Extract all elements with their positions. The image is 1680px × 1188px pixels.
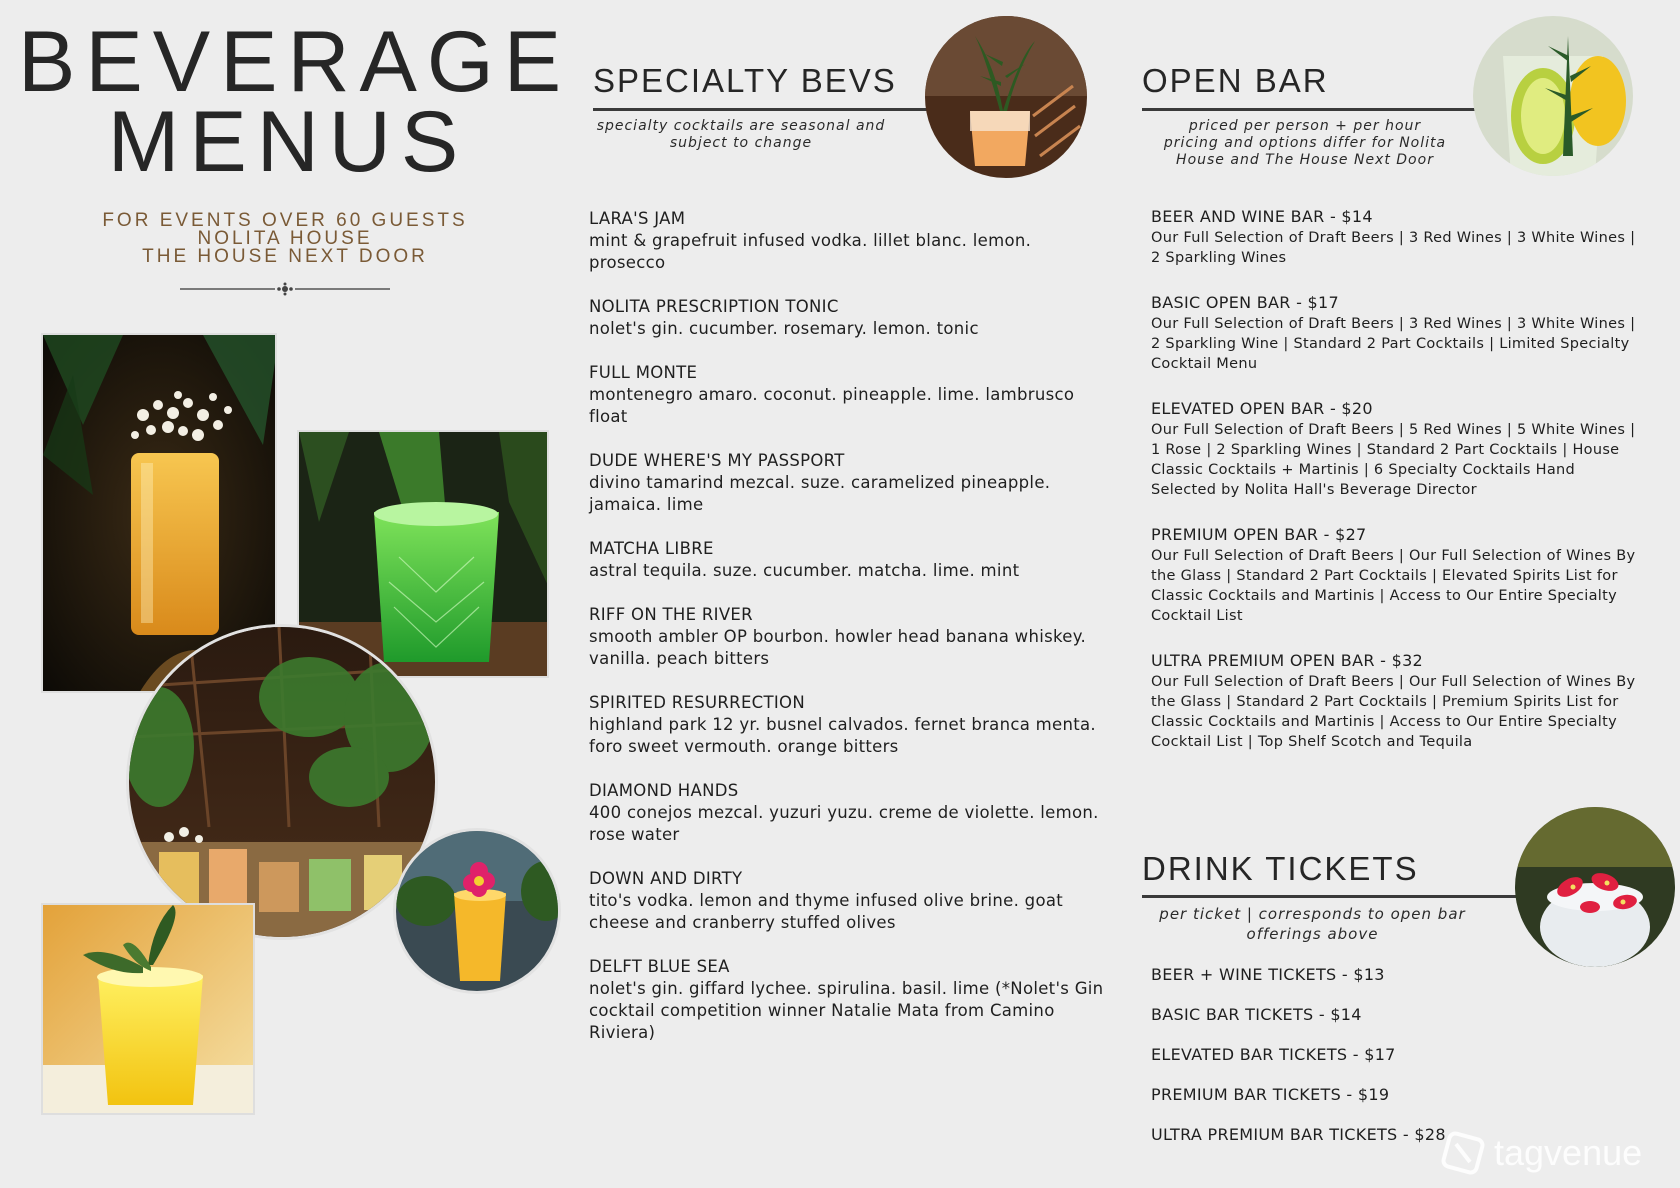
open-bar-item xyxy=(1151,650,1641,752)
specialty-item-name: MATCHA LIBRE xyxy=(589,539,714,558)
subtitle-line-2: NOLITA HOUSE xyxy=(197,228,373,249)
specialty-list xyxy=(589,208,1109,1066)
open-bar-item-name: BASIC OPEN BAR - $17 xyxy=(1151,293,1339,312)
drink-ticket-item: BASIC BAR TICKETS - $14 xyxy=(1151,1005,1362,1024)
drink-ticket-item: BEER + WINE TICKETS - $13 xyxy=(1151,965,1385,984)
open-bar-item-name: BEER AND WINE BAR - $14 xyxy=(1151,207,1373,226)
specialty-item-name: NOLITA PRESCRIPTION TONIC xyxy=(589,297,839,316)
cocktail-photo-yellow xyxy=(41,903,255,1115)
title-line-1: BEVERAGE xyxy=(18,14,572,110)
specialty-item-desc: smooth ambler OP bourbon. howler head banana whiskey. vanilla. peach bitters xyxy=(589,627,1086,668)
tagvenue-logo-icon xyxy=(1440,1130,1486,1176)
specialty-item-name: SPIRITED RESURRECTION xyxy=(589,693,805,712)
specialty-item-desc: mint & grapefruit infused vodka. lillet blanc. lemon. prosecco xyxy=(589,231,1032,272)
tagvenue-watermark xyxy=(1440,1128,1670,1178)
open-bar-item xyxy=(1151,524,1641,626)
open-bar-item-name: ELEVATED OPEN BAR - $20 xyxy=(1151,399,1373,418)
specialty-item-desc: 400 conejos mezcal. yuzuri yuzu. creme de violette. lemon. rose water xyxy=(589,803,1099,844)
specialty-header-photo xyxy=(925,16,1087,178)
specialty-item-desc: tito's vodka. lemon and thyme infused olive brine. goat cheese and cranberry stuffed olives xyxy=(589,891,1064,932)
specialty-item xyxy=(589,780,1109,846)
venue-interior-photo xyxy=(126,624,438,940)
open-bar-item-desc: Our Full Selection of Draft Beers | Our Full Selection of Wines By the Glass | Standard 2 Part Cocktails | Elevated Spirits List for Classic Cocktails and Martinis | Access to Our Entire Specialty Cocktail List xyxy=(1151,548,1636,624)
specialty-item-desc: nolet's gin. cucumber. rosemary. lemon. tonic xyxy=(589,319,979,338)
open-bar-item xyxy=(1151,206,1641,268)
drink-tickets-title: DRINK TICKETS xyxy=(1142,850,1419,887)
subtitle-line-1: FOR EVENTS OVER 60 GUESTS xyxy=(102,210,468,231)
open-bar-header-photo xyxy=(1473,16,1633,176)
title-line-2: MENUS xyxy=(107,94,469,190)
specialty-title: SPECIALTY BEVS xyxy=(593,62,897,99)
open-bar-note: priced per person + per hour pricing and options differ for Nolita House and The House Next Door xyxy=(1163,118,1447,168)
specialty-item xyxy=(589,868,1109,934)
specialty-item xyxy=(589,538,1109,582)
specialty-item xyxy=(589,604,1109,670)
drink-ticket-item: PREMIUM BAR TICKETS - $19 xyxy=(1151,1085,1390,1104)
open-bar-item-desc: Our Full Selection of Draft Beers | Our Full Selection of Wines By the Glass | Standard 2 Part Cocktails | Premium Spirits List for Classic Cocktails and Martinis | Access to Our Entire Specialty Cocktail List | Top Shelf Scotch and Tequila xyxy=(1151,674,1636,750)
drink-tickets-header-photo xyxy=(1515,807,1675,967)
cocktail-photo-flower-circle xyxy=(393,828,561,994)
specialty-item xyxy=(589,692,1109,758)
open-bar-item-desc: Our Full Selection of Draft Beers | 5 Red Wines | 5 White Wines | 1 Rose | 2 Sparkling Wines | Standard 2 Part Cocktails | House Classic Cocktails + Martinis | 6 Specialty Cocktails Hand Selected by Nolita Hall's Beverage Director xyxy=(1151,422,1636,498)
specialty-item-name: DELFT BLUE SEA xyxy=(589,957,730,976)
open-bar-rule xyxy=(1142,108,1480,111)
specialty-item-name: DIAMOND HANDS xyxy=(589,781,739,800)
drink-tickets-note: per ticket | corresponds to open bar offerings above xyxy=(1159,905,1466,943)
specialty-item xyxy=(589,208,1109,274)
specialty-item-desc: highland park 12 yr. busnel calvados. fernet branca menta. foro sweet vermouth. orange bitters xyxy=(589,715,1096,756)
specialty-item-desc: divino tamarind mezcal. suze. caramelized pineapple. jamaica. lime xyxy=(589,473,1051,514)
open-bar-item-name: PREMIUM OPEN BAR - $27 xyxy=(1151,525,1367,544)
ornament-divider-icon xyxy=(180,282,390,296)
watermark-text: tagvenue xyxy=(1494,1132,1643,1173)
specialty-note: specialty cocktails are seasonal and subject to change xyxy=(596,118,886,151)
specialty-item-name: DOWN AND DIRTY xyxy=(589,869,743,888)
drink-tickets-rule xyxy=(1142,895,1522,898)
specialty-item-desc: nolet's gin. giffard lychee. spirulina. basil. lime (*Nolet's Gin cocktail competition winner Natalie Mata from Camino Riviera) xyxy=(589,979,1104,1042)
specialty-item-desc: montenegro amaro. coconut. pineapple. lime. lambrusco float xyxy=(589,385,1075,426)
specialty-item xyxy=(589,362,1109,428)
open-bar-item xyxy=(1151,398,1641,500)
subtitle-line-3: THE HOUSE NEXT DOOR xyxy=(142,246,428,267)
open-bar-item-desc: Our Full Selection of Draft Beers | 3 Red Wines | 3 White Wines | 2 Sparkling Wine | Standard 2 Part Cocktails | Limited Specialty Cocktail Menu xyxy=(1151,316,1636,372)
specialty-item xyxy=(589,296,1109,340)
drink-ticket-item: ELEVATED BAR TICKETS - $17 xyxy=(1151,1045,1396,1064)
specialty-item-name: LARA'S JAM xyxy=(589,209,686,228)
specialty-item xyxy=(589,956,1109,1044)
open-bar-item-name: ULTRA PREMIUM OPEN BAR - $32 xyxy=(1151,651,1424,670)
specialty-item-desc: astral tequila. suze. cucumber. matcha. lime. mint xyxy=(589,561,1020,580)
subtitle xyxy=(60,212,510,266)
drink-ticket-item: ULTRA PREMIUM BAR TICKETS - $28 xyxy=(1151,1125,1446,1144)
open-bar-list xyxy=(1151,206,1641,776)
open-bar-item-desc: Our Full Selection of Draft Beers | 3 Red Wines | 3 White Wines | 2 Sparkling Wines xyxy=(1151,230,1636,266)
page-title xyxy=(18,14,572,190)
specialty-item xyxy=(589,450,1109,516)
open-bar-title: OPEN BAR xyxy=(1142,62,1329,99)
open-bar-item xyxy=(1151,292,1641,374)
specialty-rule xyxy=(593,108,938,111)
specialty-item-name: FULL MONTE xyxy=(589,363,698,382)
specialty-item-name: RIFF ON THE RIVER xyxy=(589,605,753,624)
specialty-item-name: DUDE WHERE'S MY PASSPORT xyxy=(589,451,845,470)
